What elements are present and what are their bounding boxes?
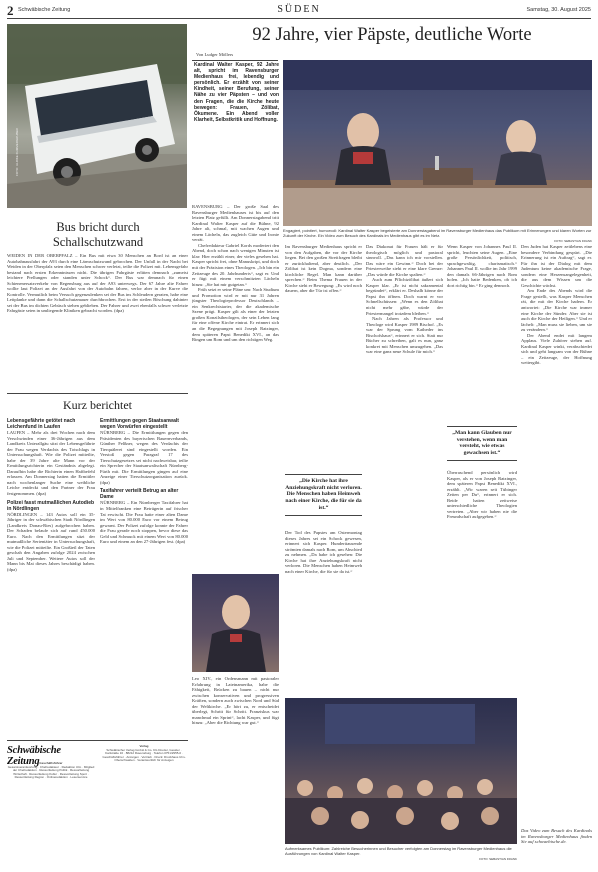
bus-photo <box>7 24 187 208</box>
main-photo-audience <box>285 698 517 844</box>
masthead-col-right-title: Verlag <box>139 745 149 748</box>
pull-quote-2: „Man kann Glauben nur verstehen, wenn man versteht, wie etwas gewachsen ist.“ <box>447 426 517 461</box>
photo2-credit: FOTO: SEBASTIAN FRANK <box>479 857 517 861</box>
bus-body: WEIDEN IN DER OBERPFALZ – Ein Bus mit etwa 30 Menschen an Bord ist an einer Autobahnausfahrt der A93 durch eine Lärmschutzwand gebrochen. Der Unfall in der Nacht bei Weiden in der Oberpfalz seien den Menschen schwer verletzt, teilte die Polizei mit. Lebensgefahr bestand nach ersten Erkenntnissen nicht. Die übrigen Fahrgäste erlitten demnach „zumeist leichtere Prellungen oder standen unter Schock“. Der Bus war demnach für einen Schienenersatzverkehr von Regensburg aus auf der A93 unterwegs. Der 67 Jahre alte Fahrer wollte laut Polizei an der Ausfahrt von der Autobahn fahren, verlor aber in der Kurve die Kontrolle. Vermutlich beim Versuch gegenzulenken sei der Bus ins Schleudern geraten, habe eine Leitplanke und dann die Schallschutzmauer durchbrochen. Erst in der steilen Böschung dahinter sei der Bus im dichten Gebüsch stehen geblieben. Der Fahrer und zwei ebenfalls schwer verletzte Fahrgäste seien in umliegende Kliniken gebracht worden. (dpa) <box>7 253 188 314</box>
main-col-1-para: RAVENSBURG – Der große Saal des Ravensburger Medienhauses ist bis auf den letzten Platz gefüllt. Am Donnerstagabend tritt Kardinal Walter Kasper auf die Bühne, 92 Jahre alt, schmal, mit wachen Augen und einem Lächeln, das zugleich Güte und Ironie verrät. <box>192 204 279 243</box>
kurz-item-body: LAUFEN – Mehr als drei Wochen nach dem Verschwinden einer 36-Jährigen aus dem Landkreis Unterallgäu sitzt der Lebensgefährte der Frau wegen Verdachts des Totschlags in Untersuchungshaft. Wie die Polizei mitteilte, habe der 39 Jahre alte Mann vor der Ermittlungsrichterin ein Geständnis abgelegt. Daraufhin habe die Richterin einen Haftbefehl erlassen. Am Donnerstag hatten die Ermittler nach wochenlanger Suche eine weibliche Leiche entdeckt und den Partner der Frau festgenommen. (dpa) <box>7 430 95 497</box>
header-rule <box>7 18 591 19</box>
bus-photo-credit: FOTO: ULRIKE KUMMERGRUBER <box>15 128 19 176</box>
kurz-item-heading: Polizei fasst mutmaßlichen Autodieb in Nördlingen <box>7 499 95 512</box>
main-col-4-bottom: Überraschend persönlich wird Kasper, als er von Joseph Ratzinger, dem späteren Papst Benedikt XVI., erzählt. „Wir waren seit Tübinger Zeiten per Du“, erinnert er sich. Beide hatten zeitweise unterschiedliche Theologien vertreten. „Aber wir haben nie die Freundschaft aufgegeben.“ <box>447 470 517 520</box>
main-col-4 <box>447 244 517 422</box>
main-col-1-bottom: Leo XIV., ein Ordensmann mit pastoraler Erfahrung in Lateinamerika, habe die Fähigkeit, Brücken zu bauen – nicht nur zwischen konservativen und progressiven Kräften, sondern auch zwischen Nord und Süd der Weltkirche. „Er hört zu, er entscheidet überlegt, Schritt für Schritt. Franziskus war manchmal ein Sprint“, lacht Kasper, und fügt hinzu: „Aber die Richtung war gut.“ <box>192 676 279 726</box>
bus-illustration <box>7 24 187 208</box>
kurz-item-body: NÜRNBERG – Ein Nürnberger Taxifahrer hat in Mittelfranken eine Betrügerin auf frischer Tat erwischt. Die Frau hatte einer alten Dame im Wert von 80.000 Euro vor einem Betrug gewarnt. Der Polizei zufolge konnte der Fahrer die Frau gerade noch stoppen, bevor diese das Geld und Schmuck mit einem Wert von 80.000 Euro und einem an den 27-Jährigen fest. (dpa) <box>100 500 188 545</box>
main-photo-speakers <box>283 60 592 226</box>
main-col-5-para: Den Juden hat Kasper zeitlebens eine besondere Verbindung gespürt. „Die Erinnerung ist ein Auftrag“, sagt er. Für ihn ist der Dialog mit dem Judentum keine akademische Frage, sondern eine Herzensangelegenheit, die aus dem Wissen um die Geschichte wächst. <box>521 244 592 288</box>
masthead-col-left <box>7 762 95 866</box>
main-col-2-bottom: Der Tod des Papstes am Ostermontag dieses Jahres sei ein Schock gewesen, erinnert sich Kasper. Hunderttausende strömten damals nach Rom, um Abschied zu nehmen. „Da habe ich gesehen: Die Kirche hat ihre Anziehungskraft nicht verloren. Die Menschen haben Heimweh nach einer Kirche, die für sie da ist.“ <box>285 530 362 574</box>
main-col-2-para: Im Ravensburger Medienhaus spricht er von den Aufgaben, die vor der Kirche liegen. Bei den großen Streitfragen bleibt er zurückhaltend, aber deutlich. „Der Zölibat ist kein Dogma, sondern eine kirchliche Regel. Man kann darüber sprechen.“ Beim Thema Frauen in der Kirche sieht er Bewegung: „Es wird noch dauern, aber die Tür ist offen.“ <box>285 244 362 294</box>
bus-headline: Bus bricht durch Schallschutzwand <box>52 220 144 249</box>
photo1-credit: FOTO: SEBASTIAN FRANK <box>554 239 592 243</box>
kurz-item-body: NÜRNBERG – Die Ermittlungen gegen den Präsidenten des bayerischen Bauernverbands, Günther Felßner, wegen des Verdachts der Tierquälerei sind eingestellt worden. Ein Verstoß gegen Paragraf 17 des Tierschutzgesetzes sei nicht nachweisbar, teilte ein Sprecher der Staatsanwaltschaft Nürnberg-Fürth mit. Die Ermittlungen gingen auf eine Anzeige einer Tierschutzorganisation zurück. (dpa) <box>100 430 188 485</box>
masthead-col-left-text: Gesamtverantwortung · Chefredakteur · Redaktion Ulm · Mitglied der Chefredaktion · Ressortleitung Politik · Ressortleitung Wirtschaft · Ressortleitung Kultur · Ressortleitung Sport · Ressortleitung Region · Onlineredaktion · Leserservice <box>7 764 95 780</box>
kurz-item-heading: Taxifahrer verteilt Betrug an alter Dame <box>100 488 179 501</box>
header-date: Samstag, 30. August 2025 <box>526 7 591 13</box>
portrait-illustration <box>192 574 279 672</box>
header-paper-name: Schwäbische Zeitung <box>18 7 71 13</box>
pull-quote-1: „Die Kirche hat ihre Anziehungskraft nicht verloren. Die Menschen haben Heimweh nach einer Kirche, die für sie da ist.“ <box>285 474 362 516</box>
speakers-illustration <box>283 60 592 226</box>
main-headline: 92 Jahre, vier Päpste, deutliche Worte <box>252 25 532 45</box>
masthead-logo: Schwäbische Zeitung <box>7 745 61 767</box>
photo2-caption: Aufmerksames Publikum: Zahlreiche Besucherinnen und Besucher verfolgten am Donnerstag im Ravensburger Medienhaus die Ausführungen von Kardinal Walter Kasper. <box>285 846 512 856</box>
main-col-3 <box>366 244 443 694</box>
kurz-item-body: NÖRDLINGEN – 143 Autos soll ein 35-Jähriger in der schwäbischen Stadt Nördlingen (Landkreis Donau-Ries) aufgebrochen haben. Der Schaden belaufe sich auf rund 450.000 Euro. Nach den Ermittlungen sitzt der mutmaßliche Serientäter in Untersuchungshaft, wie die Polizei mitteilte. Ein Großteil der Taten geschah den Angaben zufolge 2024 zwischen Juli und September. Weitere Autos soll der Mann bis Mai dieses Jahres beschädigt haben. (dpa) <box>7 511 95 573</box>
kurz-col-left <box>7 418 95 731</box>
page-header <box>0 0 598 20</box>
main-col-2 <box>285 244 362 469</box>
main-byline: Von Ludger Möllers <box>196 52 234 57</box>
masthead-col-right-text: Schwäbischer Verlag GmbH & Co. KG Drexler, Gessler · Karlstraße 16 · 88212 Ravensburg · Telefon 0751/2955-0 · Geschäftsführer · Anzeigen · Vertrieb · Druck: Druckhaus Ulm-Oberschwaben · Verantwortlich für Anzeigen <box>102 747 186 763</box>
main-col-4-para: Wenn Kasper von Johannes Paul II. spricht, leuchten seine Augen. „Eine große Persönlichkeit, politisch, sprachgewaltig, charismatisch.“ Johannes Paul II. wollte im Jahr 1999 den damals 66-Jährigen nach Rom holen. „Ich hatte Bedenken, ob ich dort richtig bin.“ Er ging dennoch. <box>447 244 517 288</box>
masthead-col-left-title: Geschäftsführer <box>39 762 63 765</box>
main-col-5-para: Der Abend endet mit langem Applaus. Viele Zuhörer stehen auf. Kardinal Kasper winkt, verabschiedet sich und geht langsam von der Bühne – ein Zeitzeuge, der Hoffnung weitergibt. <box>521 332 592 366</box>
main-col-3-para: Das Diakonat für Frauen hält er für theologisch möglich und pastoral sinnvoll. „Das kann ich mir vorstellen. Das wäre ein Gewinn.“ Doch bei der Priesterweihe sieht er eine klare Grenze: „Das würde die Kirche spalten.“ <box>366 244 443 277</box>
section-title: SÜDEN <box>277 4 321 15</box>
main-photo-portrait <box>192 574 279 672</box>
closing-note: Das Video zum Besuch des Kardinals im Ravensburger Medienhaus finden Sie auf schwaebische.de. <box>521 828 592 845</box>
main-col-3-para: Auch zum Pflichtzölibat äußert sich Kasper klar. „Er ist nicht sakramental begründet“, erklärt er. Deshalb könne der Papst ihn öffnen. Doch warnt er vor Schnellschüssen: „Wenn es den Zölibat nicht mehr gäbe, würde der Priestermangel trotzdem bleiben.“ <box>366 277 443 316</box>
main-col-1-para: Früh setzt er seine Pläne um: Nach Studium und Promotion wird er mit nur 31 Jahren jüngster Theologieprofessor Deutschlands – ein Senkrechtstarter, der die akademische Szene prägt. Kasper gilt als einer der letzten großen Konzilstheologen, der sein Leben lang für eine offene Kirche eintrat. Er erinnert sich an die Begegnungen mit Joseph Ratzinger, dem späteren Papst Benedikt XVI., an das Ringen um Rom und um den richtigen Weg. <box>192 287 279 343</box>
main-col-1 <box>192 204 279 569</box>
main-col-5 <box>521 244 592 824</box>
main-col-3-para: Nach Jahren als Professor und Theologe wird Kasper 1989 Bischof. „Es war der Sprung vom Katheder ins Bischofshaus“, erinnert er sich. Statt nur Bücher zu schreiben, galt es nun, ganz konkret mit Menschen umzugehen. „Das war eine ganz neue Schule für mich.“ <box>366 316 443 355</box>
photo1-caption: Engagiert, pointiert, humorvoll: Kardinal Walter Kasper begeisterte am Donnerstagabend im Ravensburger Medienhaus das Publikum mit Erinnerungen und klaren Worten zur Zukunft der Kirche. Ein Video zum Besuch des Kardinals im Medienhaus gibt es im Netz. <box>283 228 592 238</box>
masthead-rule <box>7 740 188 741</box>
kurz-title: Kurz berichtet <box>63 398 132 412</box>
byline-rule <box>192 60 278 61</box>
main-col-5-para: Am Ende des Abends wird die Frage gestellt, was Kasper Menschen rät, die mit der Kirche hadern. Er antwortet: „Die Kirche war immer eine Kirche der Sünder. Aber sie ist auch die Kirche der Heiligen.“ Und er lächelt: „Man muss sie lieben, um sie zu verändern.“ <box>521 288 592 333</box>
masthead-col-right <box>100 745 188 866</box>
kurz-item-heading: Lebensgefährte getötet nach Leichenfund in Laufen <box>7 418 76 430</box>
kurz-item-heading: Ermittlungen gegen Staatsanwalt wegen Vorwürfen eingestellt <box>100 418 179 430</box>
audience-illustration <box>285 698 517 844</box>
main-col-1-para: Chefredakteur Gabriel Kords moderiert den Abend, doch schon nach wenigen Minuten ist klar: Hier erzählt einer, der vieles gesehen hat. Kasper spricht frei, ohne Manuskript, und doch mit der Präzision eines Theologen. „Ich bin ein Zeitzeuge des 20. Jahrhunderts“, sagt er. Und er fügt mit einem verschmitzten Lächeln hinzu: „Sie hat mir gutgetan.“ <box>192 242 279 287</box>
page-number: 2 <box>7 3 14 18</box>
kurz-rule <box>7 393 188 394</box>
kurz-col-right <box>100 418 188 731</box>
main-lede: Kardinal Walter Kasper, 92 Jahre alt, spricht im Ravensburger Medienhaus frei, lebendig und persönlich. Er erzählt von seiner Kindheit, seiner Berufung, seiner Nähe zu vier Päpsten – und von den Fragen, die die Kirche heute bewegen: Frauen, Zölibat, Ökumene. Ein Abend voller Klarheit, Selbstkritik und Hoffnung. <box>194 62 279 123</box>
